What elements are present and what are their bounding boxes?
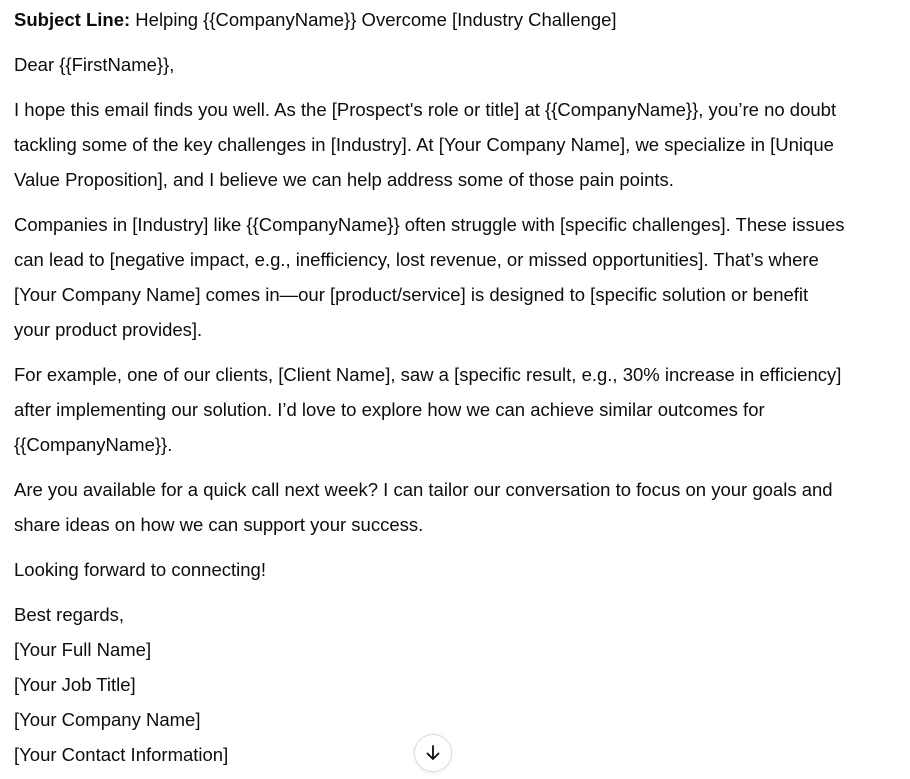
paragraph-intro [14,92,904,197]
paragraph-line: For example, one of our clients, [Client Name], saw a [specific result, e.g., 30% increase in efficiency] [14,364,842,385]
paragraph-example [14,357,904,462]
paragraph-line: Value Proposition], and I believe we can help address some of those pain points. [14,169,674,190]
scroll-to-bottom-button[interactable] [414,734,452,772]
paragraph-line: Are you available for a quick call next week? I can tailor our conversation to focus on your goals and [14,479,833,500]
paragraph-line: {{CompanyName}}. [14,434,173,455]
paragraph-line: your product provides]. [14,319,203,340]
signature-closing: Best regards, [14,604,125,625]
signature-block [14,597,904,772]
paragraph-line: after implementing our solution. I’d love to explore how we can achieve similar outcomes for [14,399,765,420]
signature-contact-info: [Your Contact Information] [14,744,229,765]
signature-full-name: [Your Full Name] [14,639,152,660]
paragraph-line: can lead to [negative impact, e.g., inefficiency, lost revenue, or missed opportunities]. That’s where [14,249,819,270]
subject-text: Helping {{CompanyName}} Overcome [Industry Challenge] [130,9,617,30]
closing-line: Looking forward to connecting! [14,559,266,580]
signature-job-title: [Your Job Title] [14,674,136,695]
paragraph-line: Companies in [Industry] like {{CompanyName}} often struggle with [specific challenges]. These issues [14,214,845,235]
signature-company-name: [Your Company Name] [14,709,201,730]
paragraph-line: I hope this email finds you well. As the [Prospect's role or title] at {{CompanyName}}, you’re no doubt [14,99,837,120]
subject-line [14,2,904,37]
greeting: Dear {{FirstName}}, [14,54,175,75]
paragraph-line: tackling some of the key challenges in [Industry]. At [Your Company Name], we specialize in [Unique [14,134,834,155]
paragraph-challenges [14,207,904,347]
paragraph-call-to-action [14,472,904,542]
paragraph-line: share ideas on how we can support your success. [14,514,424,535]
paragraph-line: [Your Company Name] comes in—our [product/service] is designed to [specific solution or benefit [14,284,809,305]
subject-label: Subject Line: [14,9,131,30]
arrow-down-icon [424,744,442,762]
